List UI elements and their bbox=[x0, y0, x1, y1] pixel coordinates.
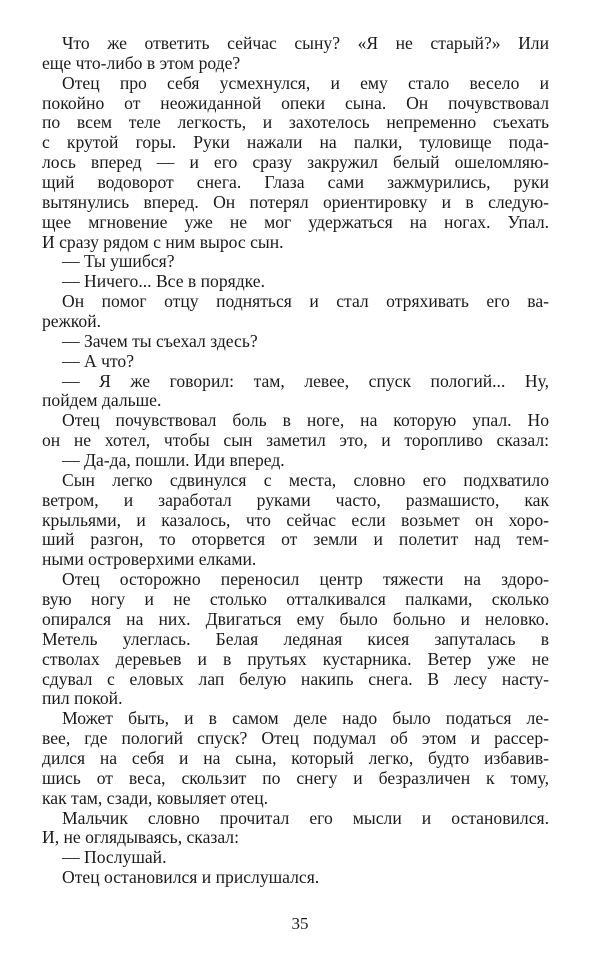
text-line: Что же ответить сейчас сыну? «Я не старый?» Или bbox=[62, 33, 549, 53]
text-line: вее, где пологий спуск? Отец подумал об этом и рассер- bbox=[42, 728, 549, 749]
text-line: еще что-либо в этом роде? bbox=[42, 52, 241, 73]
text-line: стволах деревьев и в прутьях кустарника. Ветер уже не bbox=[42, 648, 549, 669]
text-line: Отец осторожно переносил центр тяжести на здоро- bbox=[62, 569, 549, 590]
page-number: 35 bbox=[291, 914, 309, 933]
text-line: пил покой. bbox=[42, 688, 123, 709]
text-line: вую ногу и не столько отталкивался палками, сколько bbox=[42, 589, 549, 610]
text-line: покойно от неожиданной опеки сына. Он почувствовал bbox=[42, 92, 549, 113]
text-line: — А что? bbox=[62, 350, 135, 371]
text-line: Отец почувствовал боль в ноге, на которую упал. Но bbox=[62, 410, 549, 431]
text-line: дился на себя и на сына, который легко, будто избавив- bbox=[42, 747, 549, 768]
text-line: он не хотел, чтобы сын заметил это, и торопливо сказал: bbox=[42, 430, 549, 451]
text-line: И, не оглядываясь, сказал: bbox=[42, 827, 239, 848]
body-text bbox=[42, 34, 549, 888]
text-line: — Зачем ты съехал здесь? bbox=[62, 330, 258, 351]
text-line: И сразу рядом с ним вырос сын. bbox=[42, 231, 284, 252]
text-line: вытянулись вперед. Он потерял ориентировку и в следую- bbox=[42, 191, 549, 212]
text-line: ший разгон, то оторвется от земли и полетит над тем- bbox=[42, 529, 549, 550]
text-line: опирался на них. Двигаться ему было больно и неловко. bbox=[42, 608, 549, 629]
text-line: ветром, и заработал руками часто, размашисто, как bbox=[42, 489, 549, 510]
text-line: щий водоворот снега. Глаза сами зажмурились, руки bbox=[42, 172, 549, 193]
text-line: шись от веса, скользит по снегу и безразличен к тому, bbox=[42, 767, 549, 788]
text-line: режкой. bbox=[42, 311, 102, 332]
text-line: — Да-да, пошли. Иди вперед. bbox=[62, 450, 285, 471]
text-line: щее мгновение уже не мог удержаться на ногах. Упал. bbox=[42, 211, 549, 232]
text-line: — Послушай. bbox=[62, 847, 167, 868]
text-line: — Ты ушибся? bbox=[62, 251, 175, 272]
text-line: Отец остановился и прислушался. bbox=[62, 867, 320, 888]
text-line: Может быть, и в самом деле надо было податься ле- bbox=[62, 708, 549, 729]
text-line: крыльями, и казалось, что сейчас если возьмет он хоро- bbox=[42, 509, 549, 530]
text-line: лось вперед — и его сразу закружил белый ошеломляю- bbox=[42, 152, 549, 173]
text-line: Он помог отцу подняться и стал отряхивать его ва- bbox=[62, 291, 549, 312]
text-line: Отец про себя усмехнулся, и ему стало весело и bbox=[62, 72, 549, 93]
text-line: — Я же говорил: там, левее, спуск пологий... Ну, bbox=[62, 370, 549, 391]
text-line: по всем теле легкость, и захотелось непременно съехать bbox=[42, 112, 549, 133]
text-line: ными островерхими елками. bbox=[42, 549, 257, 570]
text-line: — Ничего... Все в порядке. bbox=[62, 271, 265, 292]
text-line: с крутой горы. Руки нажали на палки, туловище пода- bbox=[42, 132, 549, 153]
text-line: сдувал с еловых лап белую накипь снега. В лесу насту- bbox=[42, 668, 549, 689]
text-line: пойдем дальше. bbox=[42, 390, 162, 411]
text-line: как там, сзади, ковыляет отец. bbox=[42, 787, 269, 808]
text-line: Мальчик словно прочитал его мысли и остановился. bbox=[62, 807, 549, 828]
text-line: Сын легко сдвинулся с места, словно его подхватило bbox=[62, 469, 549, 490]
text-line: Метель улеглась. Белая ледяная кисея запуталась в bbox=[42, 628, 549, 649]
